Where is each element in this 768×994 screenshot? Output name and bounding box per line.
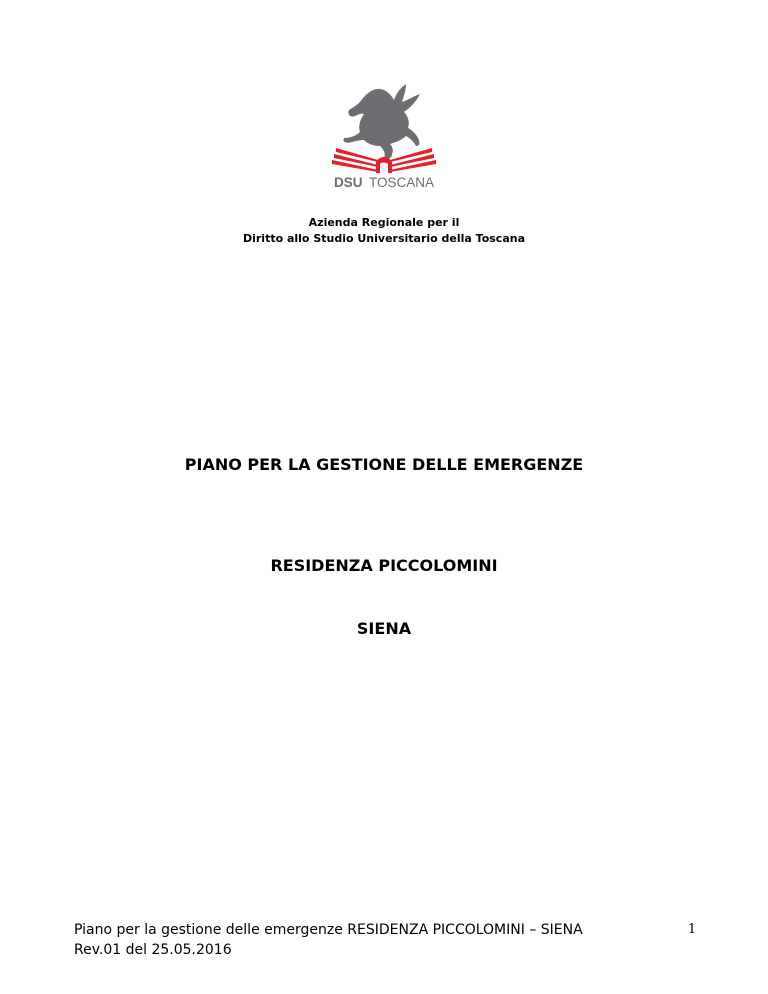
pegasus-icon	[343, 84, 420, 159]
organization-line-2: Diritto allo Studio Universitario della Toscana	[242, 232, 526, 245]
book-icon	[332, 148, 436, 173]
page-number: 1	[687, 922, 697, 937]
dsu-toscana-logo	[322, 80, 446, 190]
page-footer	[74, 920, 674, 960]
logo-wordmark-light: TOSCANA	[369, 175, 435, 190]
organization-header	[0, 215, 768, 247]
organization-line-1: Azienda Regionale per il	[308, 216, 460, 229]
logo-wordmark-bold: DSU	[334, 175, 363, 190]
footer-line-2: Rev.01 del 25.05.2016	[74, 942, 232, 958]
dsu-toscana-logo-graphic	[322, 80, 446, 190]
footer-line-1: Piano per la gestione delle emergenze RESIDENZA PICCOLOMINI – SIENA	[74, 922, 583, 938]
document-city: SIENA	[356, 619, 412, 638]
document-subtitle: RESIDENZA PICCOLOMINI	[270, 556, 498, 575]
svg-text:DSU TOSCANA	[334, 175, 434, 190]
document-title: PIANO PER LA GESTIONE DELLE EMERGENZE	[184, 455, 584, 474]
